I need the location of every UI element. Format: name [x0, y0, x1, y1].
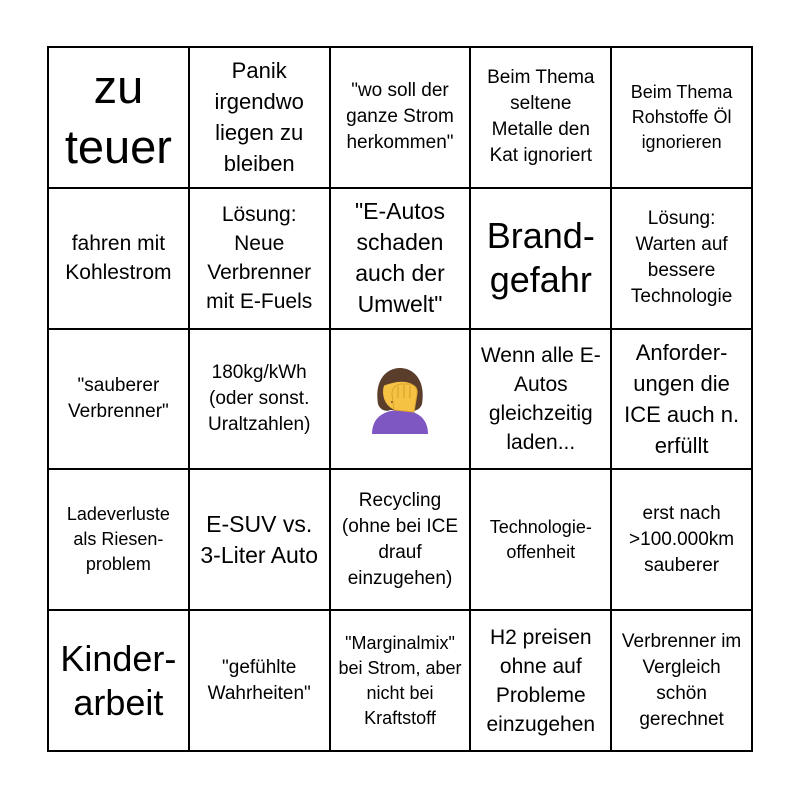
bingo-cell[interactable]	[331, 48, 472, 189]
cell-text: E-SUV vs. 3-Liter Auto	[200, 510, 319, 568]
bingo-cell[interactable]	[612, 470, 753, 611]
cell-text: fahren mit Kohlestrom	[65, 232, 172, 285]
cell-text: Technologie-offenheit	[489, 516, 592, 562]
bingo-cell[interactable]	[471, 470, 612, 611]
bingo-cell[interactable]	[471, 611, 612, 752]
cell-text: erst nach >100.000km sauberer	[629, 502, 735, 576]
cell-text: Beim Thema seltene Metalle den Kat ignoriert	[487, 67, 595, 167]
bingo-cell[interactable]	[49, 189, 190, 330]
bingo-cell[interactable]	[612, 48, 753, 189]
cell-text: Panik irgendwo liegen zu bleiben	[214, 58, 304, 177]
cell-text: Verbrenner im Vergleich schön gerechnet	[621, 630, 742, 730]
cell-text: Ladeverluste als Riesen-problem	[66, 504, 170, 575]
cell-text: Brand-gefahr	[486, 215, 595, 301]
facepalm-woman-icon	[368, 364, 432, 434]
free-space-cell[interactable]	[331, 330, 472, 471]
bingo-cell[interactable]	[190, 330, 331, 471]
bingo-cell[interactable]	[49, 48, 190, 189]
bingo-cell[interactable]	[612, 611, 753, 752]
cell-text: Lösung: Neue Verbrenner mit E-Fuels	[206, 203, 313, 314]
bingo-cell[interactable]	[612, 330, 753, 471]
cell-text: "E-Autos schaden auch der Umwelt"	[355, 198, 445, 318]
bingo-cell[interactable]	[190, 470, 331, 611]
cell-text: "Marginalmix" bei Strom, aber nicht bei Kraftstoff	[338, 632, 462, 728]
cell-text: Beim Thema Rohstoffe Öl ignorieren	[630, 81, 733, 152]
bingo-cell[interactable]	[49, 611, 190, 752]
cell-text: Recycling (ohne bei ICE drauf einzugehen)	[341, 489, 459, 589]
cell-text: Kinder-arbeit	[60, 637, 177, 723]
cell-text: 180kg/kWh (oder sonst. Uraltzahlen)	[207, 361, 311, 435]
bingo-cell[interactable]	[190, 48, 331, 189]
bingo-cell[interactable]	[49, 470, 190, 611]
bingo-cell[interactable]	[471, 189, 612, 330]
cell-text: "gefühlte Wahrheiten"	[207, 656, 311, 704]
cell-text: Anforder-ungen die ICE auch n. erfüllt	[624, 339, 740, 458]
cell-text: "sauberer Verbrenner"	[68, 374, 169, 422]
cell-text: "wo soll der ganze Strom herkommen"	[346, 80, 454, 154]
cell-text: Wenn alle E-Autos gleichzeitig laden...	[480, 343, 601, 454]
bingo-cell[interactable]	[331, 470, 472, 611]
bingo-cell[interactable]	[190, 611, 331, 752]
bingo-cell[interactable]	[49, 330, 190, 471]
cell-text: zu teuer	[64, 60, 172, 174]
cell-text: Lösung: Warten auf bessere Technologie	[630, 208, 733, 308]
cell-text: H2 preisen ohne auf Probleme einzugehen	[486, 625, 596, 736]
bingo-cell[interactable]	[331, 611, 472, 752]
bingo-cell[interactable]	[331, 189, 472, 330]
bingo-cell[interactable]	[190, 189, 331, 330]
bingo-cell[interactable]	[612, 189, 753, 330]
bingo-cell[interactable]	[471, 330, 612, 471]
bingo-board	[47, 46, 753, 752]
bingo-cell[interactable]	[471, 48, 612, 189]
